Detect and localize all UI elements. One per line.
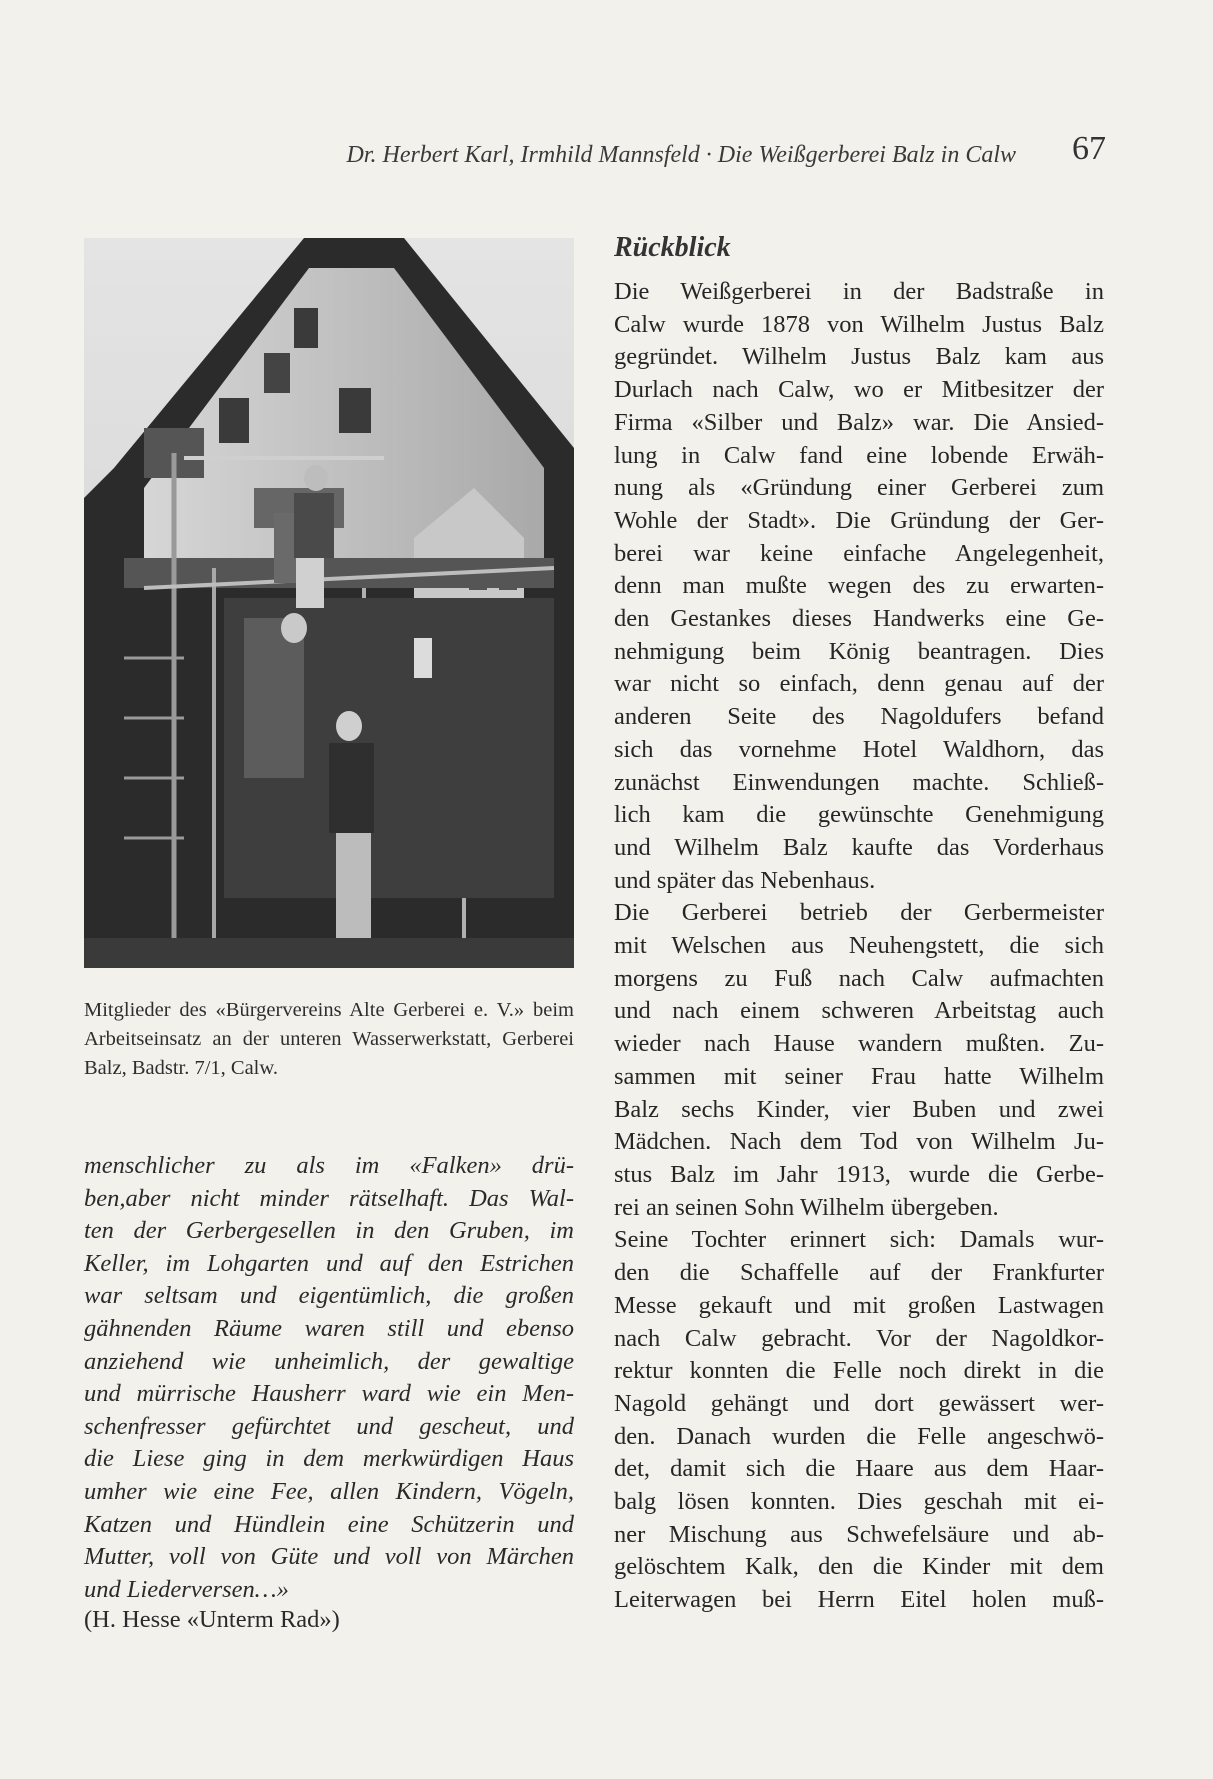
quote-line: die Liese ging in dem merkwürdigen Haus <box>84 1445 574 1473</box>
body-line: rektur konnten die Felle noch direkt in die <box>614 1357 1104 1385</box>
body-line: Calw wurde 1878 von Wilhelm Justus Balz <box>614 310 1104 338</box>
body-line: det, damit sich die Haare aus dem Haar- <box>614 1455 1104 1483</box>
quote-line: menschlicher zu als im «Falken» drü- <box>84 1152 574 1179</box>
page-header <box>86 128 1106 178</box>
body-line: Die Gerberei betrieb der Gerbermeister <box>614 899 1104 927</box>
body-line: und Wilhelm Balz kaufte das Vorderhaus <box>614 833 1104 861</box>
photo-image <box>84 238 574 968</box>
body-line: balg lösen konnten. Dies geschah mit ei- <box>614 1488 1104 1516</box>
body-line: und nach einem schweren Arbeitstag auch <box>614 997 1104 1025</box>
body-line: Wohle der Stadt». Die Gründung der Ger- <box>614 506 1104 534</box>
body-line: gelöschtem Kalk, den die Kinder mit dem <box>614 1553 1104 1581</box>
page-number: 67 <box>1072 130 1106 167</box>
body-line: Seine Tochter erinnert sich: Damals wur- <box>614 1226 1104 1254</box>
body-line: morgens zu Fuß nach Calw aufmachten <box>614 964 1104 992</box>
photo-gerberei-balz <box>84 238 574 968</box>
body-line: denn man mußte wegen des zu erwarten- <box>614 572 1104 600</box>
body-line: Nagold gehängt und dort gewässert wer- <box>614 1389 1104 1417</box>
body-line: rei an seinen Sohn Wilhelm übergeben. <box>614 1193 999 1221</box>
body-line: stus Balz im Jahr 1913, wurde die Gerbe- <box>614 1160 1104 1188</box>
body-line: den. Danach wurden die Felle angeschwö- <box>614 1422 1104 1450</box>
body-line: mit Welschen aus Neuhengstett, die sich <box>614 932 1104 960</box>
section-heading: Rückblick <box>614 232 731 263</box>
body-line: nehmigung beim König beantragen. Dies <box>614 637 1104 665</box>
body-line: gegründet. Wilhelm Justus Balz kam aus <box>614 343 1104 371</box>
running-head: Dr. Herbert Karl, Irmhild Mannsfeld · Die Weißgerberei Balz in Calw <box>346 142 1016 168</box>
quote-line: ten der Gerbergesellen in den Gruben, im <box>84 1217 574 1245</box>
quote-line: ben,aber nicht minder rätselhaft. Das Wal- <box>84 1184 574 1212</box>
quote-line: anziehend wie unheimlich, der gewaltige <box>84 1347 574 1375</box>
quote-line: und Liederversen…» <box>84 1575 289 1603</box>
body-line: war nicht so einfach, denn genau auf der <box>614 670 1104 698</box>
body-line: und später das Nebenhaus. <box>614 866 876 894</box>
body-line: Durlach nach Calw, wo er Mitbesitzer der <box>614 376 1104 404</box>
quote-line: war seltsam und eigentümlich, die großen <box>84 1282 574 1310</box>
article-body <box>614 276 1104 1617</box>
body-line: ner Mischung aus Schwefelsäure und ab- <box>614 1520 1104 1548</box>
quote-line: umher wie eine Fee, allen Kindern, Vögeln, <box>84 1477 574 1505</box>
quote-line: schenfresser gefürchtet und gescheut, und <box>84 1412 574 1440</box>
quote-line: Katzen und Hündlein eine Schützerin und <box>84 1510 574 1538</box>
body-line: sich das vornehme Hotel Waldhorn, das <box>614 735 1104 763</box>
body-line: nung als «Gründung einer Gerberei zum <box>614 474 1104 502</box>
body-line: Die Weißgerberei in der Badstraße in <box>614 278 1104 305</box>
body-line: berei war keine einfache Angelegenheit, <box>614 539 1104 567</box>
quote-line: Mutter, voll von Güte und voll von Märchen <box>84 1543 574 1571</box>
quote-source: (H. Hesse «Unterm Rad») <box>84 1606 340 1633</box>
body-line: Messe gekauft und mit großen Lastwagen <box>614 1291 1104 1319</box>
body-line: Firma «Silber und Balz» war. Die Ansied- <box>614 408 1104 436</box>
body-line: lung in Calw fand eine lobende Erwäh- <box>614 441 1104 469</box>
body-line: Balz sechs Kinder, vier Buben und zwei <box>614 1095 1104 1123</box>
body-line: Mädchen. Nach dem Tod von Wilhelm Ju- <box>614 1128 1104 1156</box>
article-column <box>614 232 1104 1617</box>
quote-line: Keller, im Lohgarten und auf den Estrichen <box>84 1249 574 1277</box>
body-line: anderen Seite des Nagoldufers befand <box>614 703 1104 731</box>
quote-line: gähnenden Räume waren still und ebenso <box>84 1314 574 1342</box>
quote-line: und mürrische Hausherr ward wie ein Men- <box>84 1380 574 1408</box>
body-line: Leiterwagen bei Herrn Eitel holen muß- <box>614 1586 1104 1614</box>
body-line: nach Calw gebracht. Vor der Nagoldkor- <box>614 1324 1104 1352</box>
body-line: lich kam die gewünschte Genehmigung <box>614 801 1104 829</box>
body-line: wieder nach Hause wandern mußten. Zu- <box>614 1030 1104 1058</box>
body-line: zunächst Einwendungen machte. Schließ- <box>614 768 1104 796</box>
photo-caption: Mitglieder des «Bürgervereins Alte Gerberei e. V.» beim Arbeitseinsatz an der unteren Wasserwerkstatt, Gerberei Balz, Badstr. 7/1, Calw. <box>84 999 574 1079</box>
body-line: sammen mit seiner Frau hatte Wilhelm <box>614 1062 1104 1090</box>
body-line: den die Schaffelle auf der Frankfurter <box>614 1259 1104 1287</box>
body-line: den Gestankes dieses Handwerks eine Ge- <box>614 605 1104 633</box>
hesse-quote <box>84 1150 574 1606</box>
